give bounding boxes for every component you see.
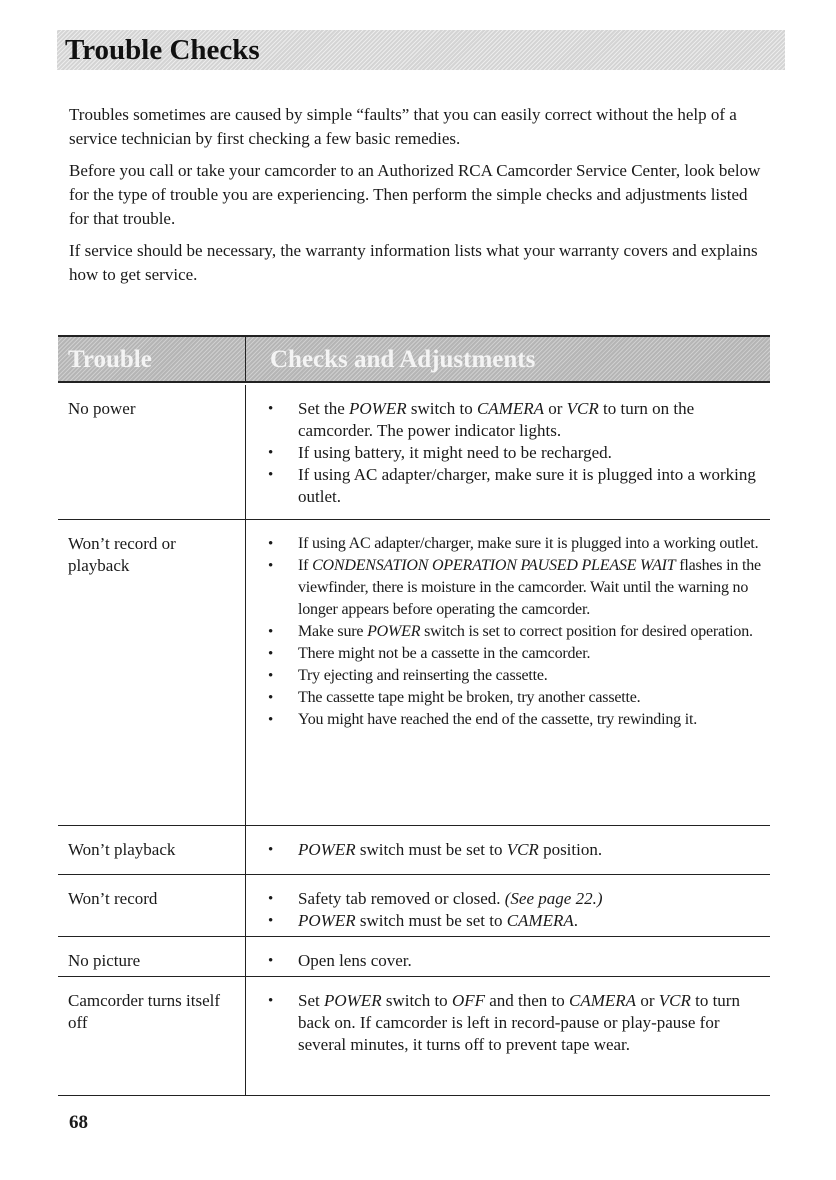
emphasized-term: VCR — [658, 991, 691, 1010]
check-text: switch is set to correct position for desired operation. — [420, 623, 753, 640]
check-text: There might not be a cassette in the camcorder. — [298, 645, 591, 662]
checks-list — [265, 990, 765, 1056]
table-row — [58, 520, 770, 826]
check-item — [265, 950, 765, 972]
emphasized-term: POWER — [349, 399, 407, 418]
emphasized-term: CAMERA — [506, 911, 574, 930]
check-item — [265, 398, 765, 442]
emphasized-term: VCR — [506, 840, 539, 859]
check-text: switch must be set to — [355, 911, 507, 930]
check-item — [265, 442, 765, 464]
column-divider — [245, 335, 246, 383]
check-text: Try ejecting and reinserting the cassette. — [298, 667, 548, 684]
check-text: Open lens cover. — [298, 951, 412, 970]
emphasized-term: POWER — [298, 911, 356, 930]
table-row — [58, 977, 770, 1096]
trouble-table — [58, 385, 770, 1096]
intro-paragraph: If service should be necessary, the warranty information lists what your warranty covers and explains how to get service. — [69, 241, 758, 284]
emphasized-term: VCR — [566, 399, 599, 418]
check-text: Set — [298, 991, 324, 1010]
check-text: flashes in the viewfinder, there is moisture in the camcorder. Wait until the warning no longer appears before operating the camcorder. — [298, 557, 761, 618]
trouble-cell: Won’t record — [68, 889, 158, 908]
check-text: switch to — [381, 991, 452, 1010]
check-text: If using AC adapter/charger, make sure it is plugged into a working outlet. — [298, 535, 759, 552]
table-row — [58, 937, 770, 977]
check-text: If using battery, it might need to be recharged. — [298, 443, 612, 462]
emphasized-term: CAMERA — [569, 991, 637, 1010]
trouble-cell: No picture — [68, 951, 141, 970]
check-text: Safety tab removed or closed. — [298, 889, 505, 908]
check-item — [265, 687, 765, 709]
checks-list — [265, 950, 765, 972]
emphasized-term: CONDENSATION OPERATION PAUSED PLEASE WAIT — [312, 557, 676, 574]
table-row — [58, 385, 770, 520]
emphasized-term: POWER — [323, 991, 382, 1010]
check-item — [265, 839, 765, 861]
intro-text — [69, 103, 769, 295]
check-item — [265, 990, 765, 1056]
page-number: 68 — [69, 1112, 88, 1133]
check-text: Set the — [298, 399, 349, 418]
check-text: If using AC adapter/charger, make sure it is plugged into a working outlet. — [298, 465, 756, 506]
check-item — [265, 533, 765, 555]
check-text: You might have reached the end of the cassette, try rewinding it. — [298, 711, 698, 728]
check-item — [265, 888, 765, 910]
trouble-cell: Camcorder turns itself off — [68, 991, 221, 1032]
table-row — [58, 875, 770, 937]
column-divider — [245, 937, 246, 976]
check-text: position. — [538, 840, 603, 859]
check-item — [265, 555, 765, 621]
trouble-cell: Won’t record or playback — [68, 534, 176, 575]
page-title: Trouble Checks — [65, 34, 260, 66]
column-divider — [245, 977, 246, 1095]
table-header — [58, 335, 770, 383]
check-text: . — [573, 911, 578, 930]
column-divider — [245, 875, 246, 936]
check-item — [265, 621, 765, 643]
check-text: switch must be set to — [355, 840, 507, 859]
column-divider — [245, 385, 246, 519]
check-text: to turn on the camcorder. The power indicator lights. — [298, 399, 695, 440]
intro-paragraph: Before you call or take your camcorder to an Authorized RCA Camcorder Service Center, look below for the type of trouble you are experiencing. Then perform the simple checks and adjustments listed for that trouble. — [69, 161, 761, 228]
intro-paragraph: Troubles sometimes are caused by simple “faults” that you can easily correct without the help of a service technician by first checking a few basic remedies. — [69, 105, 737, 148]
check-text: or — [544, 399, 567, 418]
header-trouble: Trouble — [68, 346, 152, 373]
check-text: Make sure — [298, 623, 368, 640]
header-checks: Checks and Adjustments — [270, 346, 536, 373]
emphasized-term: OFF — [451, 991, 485, 1010]
check-item — [265, 665, 765, 687]
column-divider — [245, 826, 246, 874]
check-item — [265, 709, 765, 731]
checks-list — [265, 888, 765, 932]
trouble-cell: No power — [68, 399, 136, 418]
check-text: or — [636, 991, 659, 1010]
check-text: to turn back on. If camcorder is left in record-pause or play-pause for several minutes, it turns off to prevent tape wear. — [298, 991, 740, 1054]
check-text: If — [298, 557, 313, 574]
column-divider — [245, 520, 246, 825]
checks-list — [265, 839, 765, 861]
check-item — [265, 643, 765, 665]
check-text: The cassette tape might be broken, try another cassette. — [298, 689, 641, 706]
check-item — [265, 910, 765, 932]
check-text: switch to — [406, 399, 477, 418]
title-banner — [57, 30, 785, 70]
trouble-cell: Won’t playback — [68, 840, 176, 859]
emphasized-term: (See page 22.) — [504, 889, 603, 908]
checks-list — [265, 533, 765, 731]
emphasized-term: POWER — [298, 840, 356, 859]
emphasized-term: CAMERA — [476, 399, 544, 418]
checks-list — [265, 398, 765, 508]
check-item — [265, 464, 765, 508]
table-row — [58, 826, 770, 875]
emphasized-term: POWER — [367, 623, 421, 640]
check-text: and then to — [484, 991, 570, 1010]
